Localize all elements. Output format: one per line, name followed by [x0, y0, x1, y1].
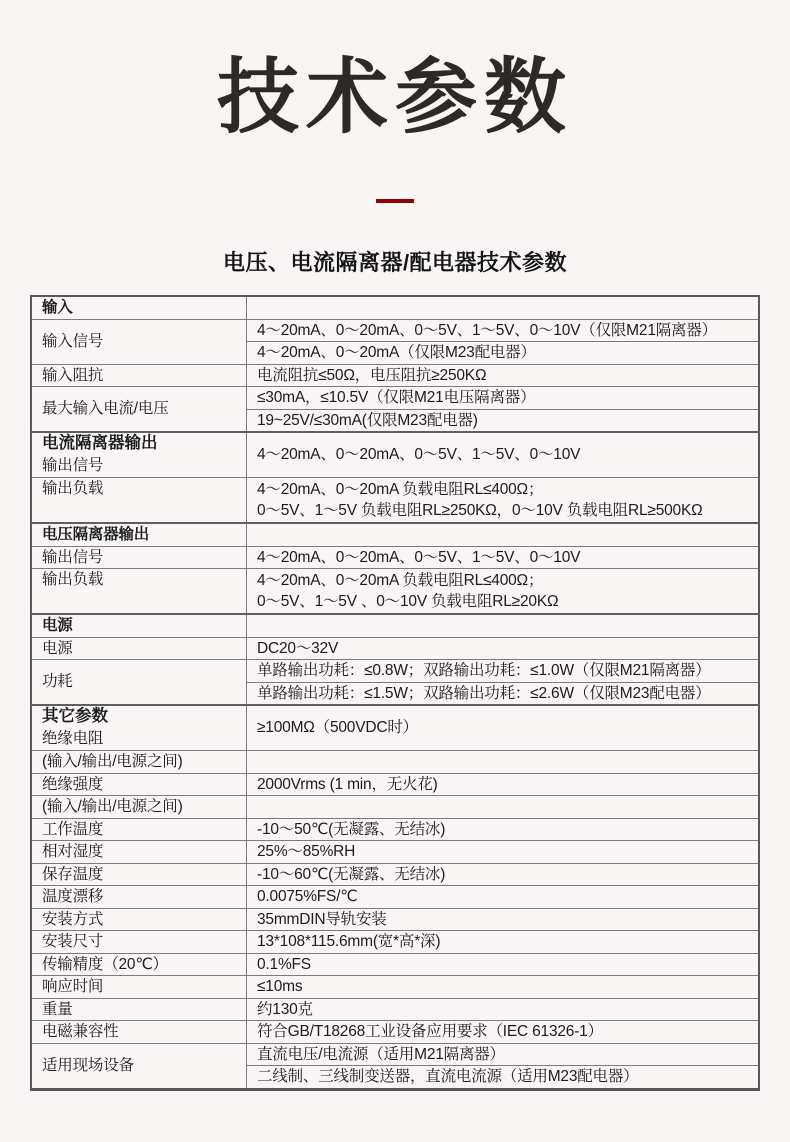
table-row: [31, 705, 759, 751]
param-value-text: 4～20mA、0～20mA 负载电阻RL≤400Ω；: [257, 480, 544, 498]
param-label: 输出负载: [31, 478, 247, 524]
table-row: [31, 998, 759, 1021]
table-row: [31, 432, 759, 478]
param-value: [247, 751, 760, 774]
table-row: [31, 660, 759, 683]
table-row: [31, 319, 759, 342]
param-value-text: 0～5V、1～5V 负载电阻RL≥250KΩ，0～10V 负载电阻RL≥500KΩ: [257, 502, 703, 519]
param-label: 安装尺寸: [31, 931, 247, 954]
param-label: 传输精度（20℃）: [31, 953, 247, 976]
table-row: [31, 976, 759, 999]
param-value: [247, 296, 760, 319]
table-row: [31, 908, 759, 931]
param-label: 最大输入电流/电压: [31, 387, 247, 433]
param-value: 2000Vrms (1 min，无火花): [247, 773, 760, 796]
param-value: [247, 523, 760, 546]
param-label: 输入信号: [31, 319, 247, 364]
param-value: 单路输出功耗：≤1.5W；双路输出功耗：≤2.6W（仅限M23配电器）: [247, 682, 760, 705]
param-label: 功耗: [31, 660, 247, 706]
param-label: 电源: [31, 614, 247, 637]
section-heading: 电流隔离器输出: [42, 434, 158, 452]
table-row: [31, 863, 759, 886]
table-row: [31, 886, 759, 909]
param-label: 电压隔离器输出: [31, 523, 247, 546]
param-value: 二线制、三线制变送器，直流电流源（适用M23配电器）: [247, 1066, 760, 1090]
table-row: [31, 796, 759, 819]
param-label: (输入/输出/电源之间): [31, 796, 247, 819]
param-value: DC20～32V: [247, 637, 760, 660]
table-row: [31, 614, 759, 637]
param-value: [247, 478, 760, 524]
table-row: [31, 841, 759, 864]
param-label-text: 绝缘电阻: [42, 729, 104, 747]
param-value-text: 4～20mA、0～20mA 负载电阻RL≤400Ω；: [257, 571, 544, 589]
param-label: 安装方式: [31, 908, 247, 931]
table-row: [31, 523, 759, 546]
param-value: 4～20mA、0～20mA、0～5V、1～5V、0～10V（仅限M21隔离器）: [247, 319, 760, 342]
table-row: [31, 751, 759, 774]
param-value: 约130克: [247, 998, 760, 1021]
param-label: 适用现场设备: [31, 1043, 247, 1089]
table-row: [31, 364, 759, 387]
table-row: [31, 296, 759, 319]
param-value: 电流阻抗≤50Ω，电压阻抗≥250KΩ: [247, 364, 760, 387]
param-label: 绝缘强度: [31, 773, 247, 796]
param-value: -10～50℃(无凝露、无结冰): [247, 818, 760, 841]
table-row: [31, 953, 759, 976]
table-row: [31, 478, 759, 524]
table-row: [31, 546, 759, 569]
spec-table: [30, 295, 760, 1091]
param-value: 4～20mA、0～20mA、0～5V、1～5V、0～10V: [247, 546, 760, 569]
param-value: 19~25V/≤30mA(仅限M23配电器): [247, 409, 760, 432]
table-row: [31, 387, 759, 410]
param-value: [247, 796, 760, 819]
param-value: -10～60℃(无凝露、无结冰): [247, 863, 760, 886]
param-label: 保存温度: [31, 863, 247, 886]
param-value: [247, 614, 760, 637]
param-label: 输入: [31, 296, 247, 319]
param-value: 符合GB/T18268工业设备应用要求（IEC 61326-1）: [247, 1021, 760, 1044]
table-row: [31, 1043, 759, 1066]
param-label: 输出负载: [31, 569, 247, 615]
param-value: [247, 569, 760, 615]
param-label-text: 输出信号: [42, 456, 104, 474]
table-row: [31, 931, 759, 954]
param-label: 电磁兼容性: [31, 1021, 247, 1044]
param-label: 温度漂移: [31, 886, 247, 909]
param-label: 电源: [31, 637, 247, 660]
param-value: 4～20mA、0～20mA、0～5V、1～5V、0～10V: [247, 432, 760, 478]
table-row: [31, 1021, 759, 1044]
param-value: ≤30mA，≤10.5V（仅限M21电压隔离器）: [247, 387, 760, 410]
title-accent-divider: [376, 199, 414, 203]
page-root: [0, 52, 790, 1142]
page-title: 技术参数: [216, 52, 573, 143]
param-value: 25%～85%RH: [247, 841, 760, 864]
param-label: 相对湿度: [31, 841, 247, 864]
spec-table-body: [31, 296, 759, 1089]
param-value: 35mmDIN导轨安装: [247, 908, 760, 931]
param-label: 输入阻抗: [31, 364, 247, 387]
param-value: 4～20mA、0～20mA（仅限M23配电器）: [247, 342, 760, 365]
table-row: [31, 637, 759, 660]
param-value: 单路输出功耗：≤0.8W；双路输出功耗：≤1.0W（仅限M21隔离器）: [247, 660, 760, 683]
param-label: 输出信号: [31, 546, 247, 569]
param-label: [31, 705, 247, 751]
param-label: 响应时间: [31, 976, 247, 999]
param-label: 重量: [31, 998, 247, 1021]
param-value: ≤10ms: [247, 976, 760, 999]
table-row: [31, 818, 759, 841]
param-label: 工作温度: [31, 818, 247, 841]
param-value: 0.1%FS: [247, 953, 760, 976]
param-value: 0.0075%FS/℃: [247, 886, 760, 909]
section-heading: 其它参数: [42, 707, 108, 725]
param-label: [31, 432, 247, 478]
param-value: 13*108*115.6mm(宽*高*深): [247, 931, 760, 954]
param-value: 直流电压/电流源（适用M21隔离器）: [247, 1043, 760, 1066]
table-row: [31, 773, 759, 796]
param-value-text: 0～5V、1～5V 、0～10V 负载电阻RL≥20KΩ: [257, 593, 559, 610]
table-caption: 电压、电流隔离器/配电器技术参数: [222, 250, 568, 275]
table-row: [31, 569, 759, 615]
param-value: ≥100MΩ（500VDC时）: [247, 705, 760, 751]
param-label: (输入/输出/电源之间): [31, 751, 247, 774]
